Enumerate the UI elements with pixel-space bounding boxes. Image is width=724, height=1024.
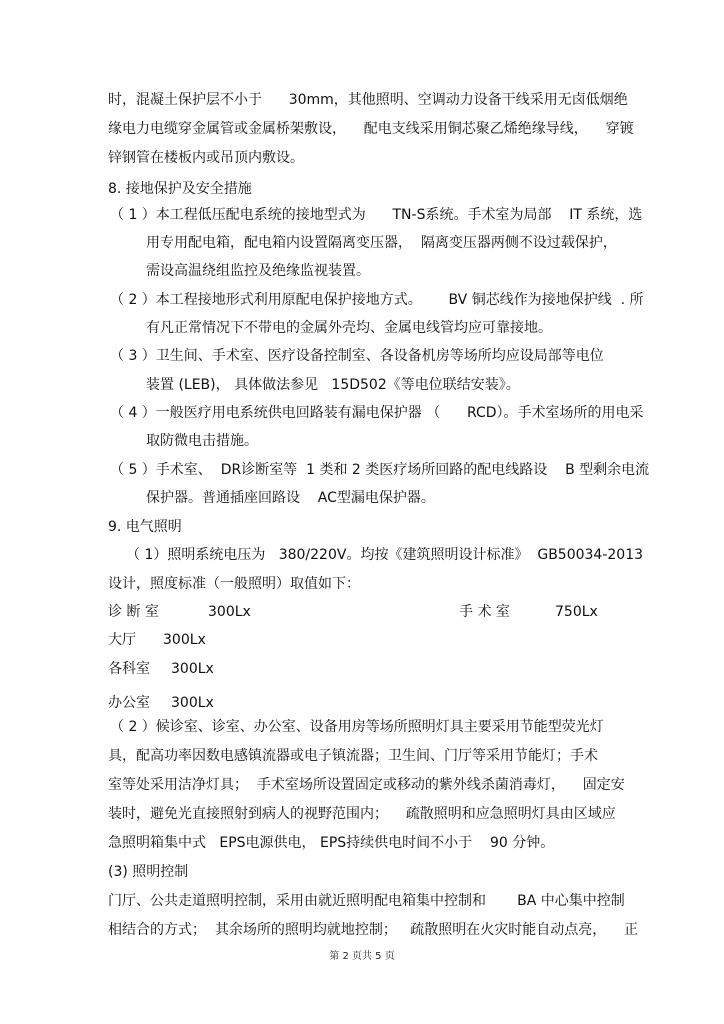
text-line: 设计，照度标准（一般照明）取值如下： bbox=[108, 576, 360, 592]
text-line: 急照明箱集中式 EPS电源供电， EPS持续供电时间不小于 90 分钟。 bbox=[108, 835, 555, 851]
text-line: 锌钢管在楼板内或吊顶内敷设。 bbox=[108, 150, 304, 166]
text-line: （ 1 ）本工程低压配电系统的接地型式为 TN-S系统。手术室为局部 IT 系统，选 bbox=[110, 207, 643, 223]
text-line: 需设高温绕组监控及绝缘监视装置。 bbox=[146, 263, 370, 279]
lux-value: 300Lx bbox=[163, 632, 206, 648]
text-line: （ 1）照明系统电压为 380/220V。均按《建筑照明设计标准》 GB50034-2013 bbox=[126, 547, 644, 563]
text-line: （ 2 ）本工程接地形式利用原配电保护接地方式。 BV 铜芯线作为接地保护线 . 所 bbox=[110, 292, 644, 308]
text-line: 时，混凝土保护层不小于 30mm，其他照明、空调动力设备干线采用无卤低烟绝 bbox=[108, 92, 628, 108]
lux-value: 300Lx bbox=[171, 661, 214, 677]
room-name: 诊 断 室 bbox=[108, 604, 159, 620]
text-line: 装时，避免光直接照射到病人的视野范围内； 疏散照明和应急照明灯具由区域应 bbox=[108, 806, 616, 822]
room-name: 办公室 bbox=[108, 695, 150, 711]
text-line: 具，配高功率因数电感镇流器或电子镇流器；卫生间、门厅等采用节能灯；手术 bbox=[108, 748, 598, 764]
section-heading: (3) 照明控制 bbox=[108, 864, 189, 880]
lux-value: 300Lx bbox=[208, 604, 251, 620]
room-name: 大厅 bbox=[108, 632, 136, 648]
text-line: 室等处采用洁净灯具； 手术室场所设置固定或移动的紫外线杀菌消毒灯， 固定安 bbox=[108, 777, 625, 793]
text-line: （ 4 ）一般医疗用电系统供电回路装有漏电保护器 （ RCD）。手术室场所的用电采 bbox=[110, 405, 644, 421]
text-line: 装置 (LEB)， 具体做法参见 15D502《等电位联结安装》。 bbox=[146, 377, 520, 393]
lux-value: 300Lx bbox=[171, 695, 214, 711]
text-line: 门厅、公共走道照明控制，采用由就近照明配电箱集中控制和 BA 中心集中控制 bbox=[108, 893, 625, 909]
text-line: 保护器。普通插座回路设 AC型漏电保护器。 bbox=[146, 490, 435, 506]
lux-value: 750Lx bbox=[555, 604, 598, 620]
text-line: 用专用配电箱，配电箱内设置隔离变压器， 隔离变压器两侧不设过载保护， bbox=[146, 235, 617, 251]
section-heading: 8. 接地保护及安全措施 bbox=[108, 181, 252, 197]
text-line: 相结合的方式； 其余场所的照明均就地控制； 疏散照明在火灾时能自动点亮， 正 bbox=[108, 922, 639, 938]
text-line: 缘电力电缆穿金属管或金属桥架敷设， 配电支线采用铜芯聚乙烯绝缘导线， 穿镀 bbox=[108, 121, 634, 137]
text-line: 有凡正常情况下不带电的金属外壳均、金属电线管均应可靠接地。 bbox=[146, 320, 552, 336]
text-line: （ 5 ）手术室、 DR诊断室等 1 类和 2 类医疗场所回路的配电线路设 B 型剩余电流 bbox=[110, 462, 650, 478]
page-footer: 第 2 页共 5 页 bbox=[329, 951, 395, 962]
text-line: （ 3 ）卫生间、手术室、医疗设备控制室、各设备机房等场所均应设局部等电位 bbox=[110, 348, 604, 364]
section-heading: 9. 电气照明 bbox=[108, 519, 182, 535]
room-name: 各科室 bbox=[108, 661, 150, 677]
room-name: 手 术 室 bbox=[459, 604, 510, 620]
text-line: 取防微电击措施。 bbox=[146, 433, 258, 449]
text-line: （ 2 ）候诊室、诊室、办公室、设备用房等场所照明灯具主要采用节能型荧光灯 bbox=[110, 719, 604, 735]
